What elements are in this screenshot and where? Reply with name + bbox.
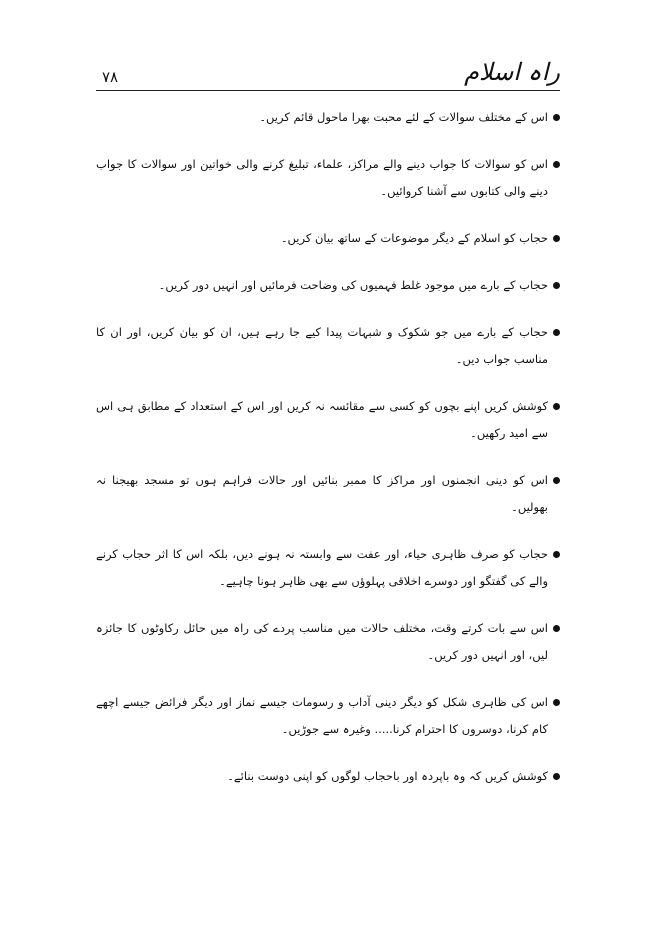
list-item bbox=[96, 467, 560, 521]
list-item-text: اس کے مختلف سوالات کے لئے محبت بھرا ماحول قائم کریں۔ bbox=[259, 110, 548, 124]
bullet-icon bbox=[553, 235, 560, 242]
header-divider bbox=[96, 90, 560, 91]
bullet-icon bbox=[553, 477, 560, 484]
list-item-text: اس کی ظاہری شکل کو دیگر دینی آداب و رسومات جیسے نماز اور دیگر فرائض جیسے اچھے کام کرنا، دوسروں کا احترام کرنا..... وغیرہ سے جوڑیں۔ bbox=[96, 695, 548, 736]
list-item bbox=[96, 225, 560, 252]
list-item-text: اس کو سوالات کا جواب دینے والے مراکز، علماء، تبلیغ کرنے والی خواتین اور سوالات کا جواب دینے والی کتابوں سے آشنا کروائیں۔ bbox=[96, 157, 548, 198]
bullet-icon bbox=[553, 773, 560, 780]
bullet-icon bbox=[553, 625, 560, 632]
list-item-text: اس سے بات کرتے وقت، مختلف حالات میں مناسب پردے کی راہ میں حائل رکاوٹوں کا جائزہ لیں، اور انہیں دور کریں۔ bbox=[96, 621, 548, 662]
list-item-text: حجاب کے بارے میں موجود غلط فہمیوں کی وضاحت فرمائیں اور انہیں دور کریں۔ bbox=[158, 278, 548, 292]
list-item-text: کوشش کریں کہ وہ باپردہ اور باحجاب لوگوں کو اپنی دوست بنائے۔ bbox=[227, 769, 548, 783]
list-item-text: حجاب کو صرف ظاہری حیاء، اور عفت سے وابستہ نہ ہونے دیں، بلکہ اس کا اثر حجاب کرنے والے کی گفتگو اور دوسرے اخلاقی پہلوؤں سے بھی ظاہر ہونا چاہیے۔ bbox=[96, 547, 548, 588]
list-item-text: حجاب کو اسلام کے دیگر موضوعات کے ساتھ بیان کریں۔ bbox=[280, 231, 548, 245]
bullet-icon bbox=[553, 699, 560, 706]
bullet-icon bbox=[553, 161, 560, 168]
bullet-icon bbox=[553, 403, 560, 410]
list-item bbox=[96, 272, 560, 299]
bullet-icon bbox=[553, 551, 560, 558]
list-item bbox=[96, 151, 560, 205]
bullet-icon bbox=[553, 114, 560, 121]
list-item-text: کوشش کریں اپنے بچوں کو کسی سے مقائسہ نہ کریں اور اس کے استعداد کے مطابق ہی اس سے امید رکھیں۔ bbox=[96, 399, 548, 440]
list-item bbox=[96, 393, 560, 447]
bullet-list bbox=[96, 104, 560, 810]
list-item-text: اس کو دینی انجمنوں اور مراکز کا ممبر بنائیں اور حالات فراہم ہوں تو مسجد بھیجنا نہ بھولیں۔ bbox=[96, 473, 548, 514]
list-item bbox=[96, 319, 560, 373]
page-number: ۷۸ bbox=[102, 68, 119, 86]
bullet-icon bbox=[553, 329, 560, 336]
list-item-text: حجاب کے بارے میں جو شکوک و شبہات پیدا کیے جا رہے ہیں، ان کو بیان کریں، اور ان کا مناسب جواب دیں۔ bbox=[96, 325, 548, 366]
list-item bbox=[96, 689, 560, 743]
running-title: راہ اسلام bbox=[464, 58, 560, 86]
list-item bbox=[96, 763, 560, 790]
list-item bbox=[96, 104, 560, 131]
bullet-icon bbox=[553, 282, 560, 289]
list-item bbox=[96, 541, 560, 595]
list-item bbox=[96, 615, 560, 669]
